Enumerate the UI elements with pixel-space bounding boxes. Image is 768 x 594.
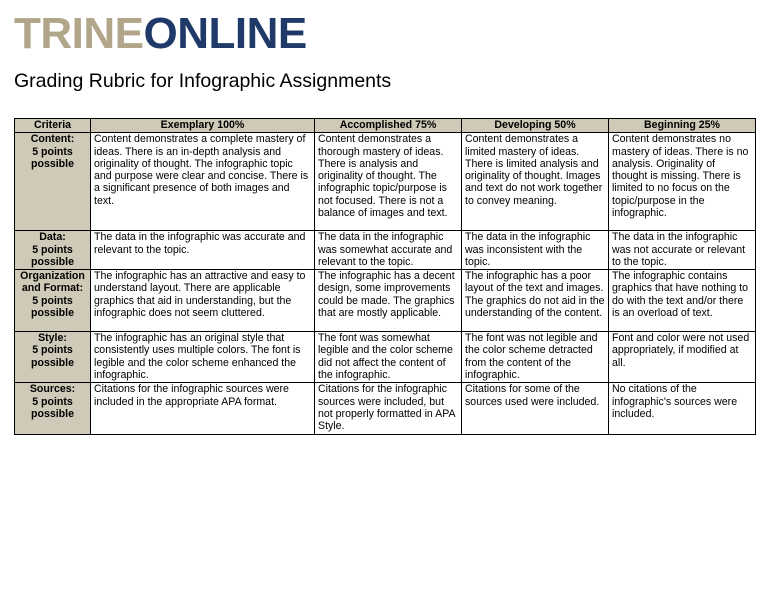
cell-accomplished: The font was somewhat legible and the color scheme did not affect the content of the infographic. xyxy=(315,332,462,383)
criteria-cell xyxy=(15,332,91,383)
cell-developing: Citations for some of the sources used were included. xyxy=(462,383,609,434)
criteria-points: 5 points possible xyxy=(31,294,74,320)
criteria-points: 5 points possible xyxy=(31,344,74,369)
header-exemplary: Exemplary 100% xyxy=(91,119,315,133)
page-title: Grading Rubric for Infographic Assignments xyxy=(14,70,392,92)
cell-accomplished: Citations for the infographic sources were included, but not properly formatted in APA Style. xyxy=(315,383,462,434)
criteria-name: Content: xyxy=(30,133,75,146)
criteria-name: Organization and Format: xyxy=(20,270,85,295)
criteria-name: Data: xyxy=(39,231,66,244)
cell-developing: Content demonstrates a limited mastery of ideas. There is limited analysis and originality of thought. Images and text do not work together to convey meaning. xyxy=(462,133,609,231)
criteria-cell xyxy=(15,231,91,270)
cell-accomplished: Content demonstrates a thorough mastery of ideas. There is analysis and originality of thought. The infographic topic/purpose is not focused. There is not a balance of images and text. xyxy=(315,133,462,231)
table-row xyxy=(15,133,756,231)
cell-beginning: The data in the infographic was not accurate or relevant to the topic. xyxy=(609,231,756,270)
cell-beginning: Font and color were not used appropriately, if modified at all. xyxy=(609,332,756,383)
cell-beginning: Content demonstrates no mastery of ideas. There is no analysis. Originality of thought is missing. There is limited to no focus on the topic/purpose in the infographic. xyxy=(609,133,756,231)
cell-developing: The infographic has a poor layout of the text and images. The graphics do not aid in the understanding of the content. xyxy=(462,270,609,332)
criteria-name: Sources: xyxy=(29,383,76,396)
criteria-points: 5 points possible xyxy=(31,145,74,170)
header-beginning: Beginning 25% xyxy=(609,119,756,133)
header-developing: Developing 50% xyxy=(462,119,609,133)
cell-beginning: No citations of the infographic's sources were included. xyxy=(609,383,756,434)
logo-online: ONLINE xyxy=(143,9,307,58)
trine-online-logo xyxy=(14,9,307,58)
criteria-points: 5 points possible xyxy=(31,395,74,420)
cell-accomplished: The data in the infographic was somewhat accurate and relevant to the topic. xyxy=(315,231,462,270)
criteria-cell xyxy=(15,383,91,434)
cell-exemplary: Content demonstrates a complete mastery of ideas. There is an in-depth analysis and originality of thought. The infographic topic and purpose were clear and concise. There is a significant presence of both images and text. xyxy=(91,133,315,231)
rubric-table xyxy=(14,118,756,435)
table-row xyxy=(15,383,756,434)
cell-accomplished: The infographic has a decent design, some improvements could be made. The graphics that are mostly applicable. xyxy=(315,270,462,332)
criteria-name: Style: xyxy=(38,332,67,345)
cell-exemplary: Citations for the infographic sources were included in the appropriate APA format. xyxy=(91,383,315,434)
cell-exemplary: The infographic has an attractive and easy to understand layout. There are applicable graphics that aid in understanding, but the infographic does not seem cluttered. xyxy=(91,270,315,332)
cell-exemplary: The data in the infographic was accurate and relevant to the topic. xyxy=(91,231,315,270)
criteria-cell xyxy=(15,133,91,231)
table-row xyxy=(15,231,756,270)
logo-trine: TRINE xyxy=(14,9,144,58)
table-row xyxy=(15,332,756,383)
criteria-points: 5 points possible xyxy=(31,243,74,268)
criteria-cell xyxy=(15,270,91,332)
cell-developing: The font was not legible and the color scheme detracted from the content of the infographic. xyxy=(462,332,609,383)
cell-developing: The data in the infographic was inconsistent with the topic. xyxy=(462,231,609,270)
cell-exemplary: The infographic has an original style that consistently uses multiple colors. The font is legible and the color scheme enhanced the infographic. xyxy=(91,332,315,383)
cell-beginning: The infographic contains graphics that have nothing to do with the text and/or there is an overload of text. xyxy=(609,270,756,332)
header-accomplished: Accomplished 75% xyxy=(315,119,462,133)
header-row xyxy=(15,119,756,133)
header-criteria: Criteria xyxy=(15,119,91,133)
table-row xyxy=(15,270,756,332)
